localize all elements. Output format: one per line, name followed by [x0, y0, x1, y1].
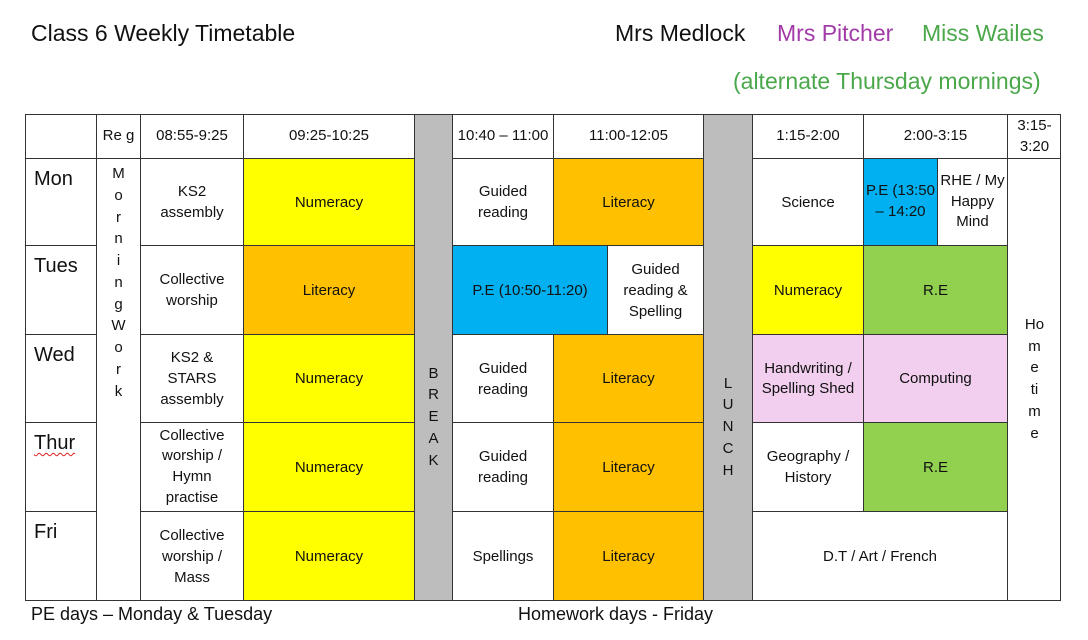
thur-slot-2: Numeracy [243, 422, 414, 511]
fri-slot-1: Collective worship / Mass [140, 511, 243, 601]
fri-slot-3: Spellings [452, 511, 553, 601]
wed-slot-2: Numeracy [243, 334, 414, 422]
day-tues: Tues [25, 245, 96, 334]
tues-slot-1: Collective worship [140, 245, 243, 334]
mon-slot-5: Science [752, 158, 863, 245]
teacher-wailes: Miss Wailes [922, 20, 1044, 46]
day-fri: Fri [25, 511, 96, 601]
mon-slot-2: Numeracy [243, 158, 414, 245]
tues-slot-2: Literacy [243, 245, 414, 334]
header-slot-1: 08:55-9:25 [140, 114, 243, 158]
day-wed: Wed [25, 334, 96, 422]
thur-slot-6: R.E [863, 422, 1007, 511]
teacher-pitcher: Mrs Pitcher [777, 20, 894, 46]
thur-slot-1: Collective worship / Hymn practise [140, 422, 243, 511]
mon-slot-6b: RHE / My Happy Mind [937, 158, 1007, 245]
tues-slot-4: Guided reading & Spelling [607, 245, 703, 334]
mon-slot-4: Literacy [553, 158, 703, 245]
teacher-medlock: Mrs Medlock [615, 20, 746, 46]
header-slot-3: 10:40 – 11:00 [452, 114, 553, 158]
corner-cell [25, 114, 96, 158]
header-slot-2: 09:25-10:25 [243, 114, 414, 158]
mon-slot-6a: P.E (13:50 – 14:20 [863, 158, 937, 245]
homework-days-note: Homework days - Friday [518, 604, 714, 624]
wed-slot-6: Computing [863, 334, 1007, 422]
wed-slot-1: KS2 & STARS assembly [140, 334, 243, 422]
header-slot-5: 1:15-2:00 [752, 114, 863, 158]
pe-days-note: PE days – Monday & Tuesday [31, 604, 273, 624]
header-slot-4: 11:00-12:05 [553, 114, 703, 158]
tues-slot-5: Numeracy [752, 245, 863, 334]
wed-slot-4: Literacy [553, 334, 703, 422]
day-thur: Thur [25, 422, 96, 511]
fri-slot-5-6: D.T / Art / French [752, 511, 1007, 601]
lunch-column: L U N C H [703, 114, 752, 601]
thur-slot-4: Literacy [553, 422, 703, 511]
mon-slot-3: Guided reading [452, 158, 553, 245]
day-mon: Mon [25, 158, 96, 245]
fri-slot-4: Literacy [553, 511, 703, 601]
timetable-grid [25, 114, 1061, 601]
mon-slot-1: KS2 assembly [140, 158, 243, 245]
alternate-note: (alternate Thursday mornings) [733, 68, 1041, 94]
fri-slot-2: Numeracy [243, 511, 414, 601]
header-slot-7: 3:15- 3:20 [1007, 114, 1061, 158]
home-time-column: Ho m e ti m e [1007, 158, 1061, 601]
timetable-title: Class 6 Weekly Timetable [31, 20, 296, 46]
header-slot-6: 2:00-3:15 [863, 114, 1007, 158]
thur-slot-5: Geography / History [752, 422, 863, 511]
wed-slot-3: Guided reading [452, 334, 553, 422]
header-reg: Re g [96, 114, 140, 158]
wed-slot-5: Handwriting / Spelling Shed [752, 334, 863, 422]
break-column: B R E A K [414, 114, 452, 601]
morning-work-column: M o r n i n g W o r k [96, 158, 140, 601]
tues-slot-3: P.E (10:50-11:20) [452, 245, 607, 334]
tues-slot-6: R.E [863, 245, 1007, 334]
thur-slot-3: Guided reading [452, 422, 553, 511]
